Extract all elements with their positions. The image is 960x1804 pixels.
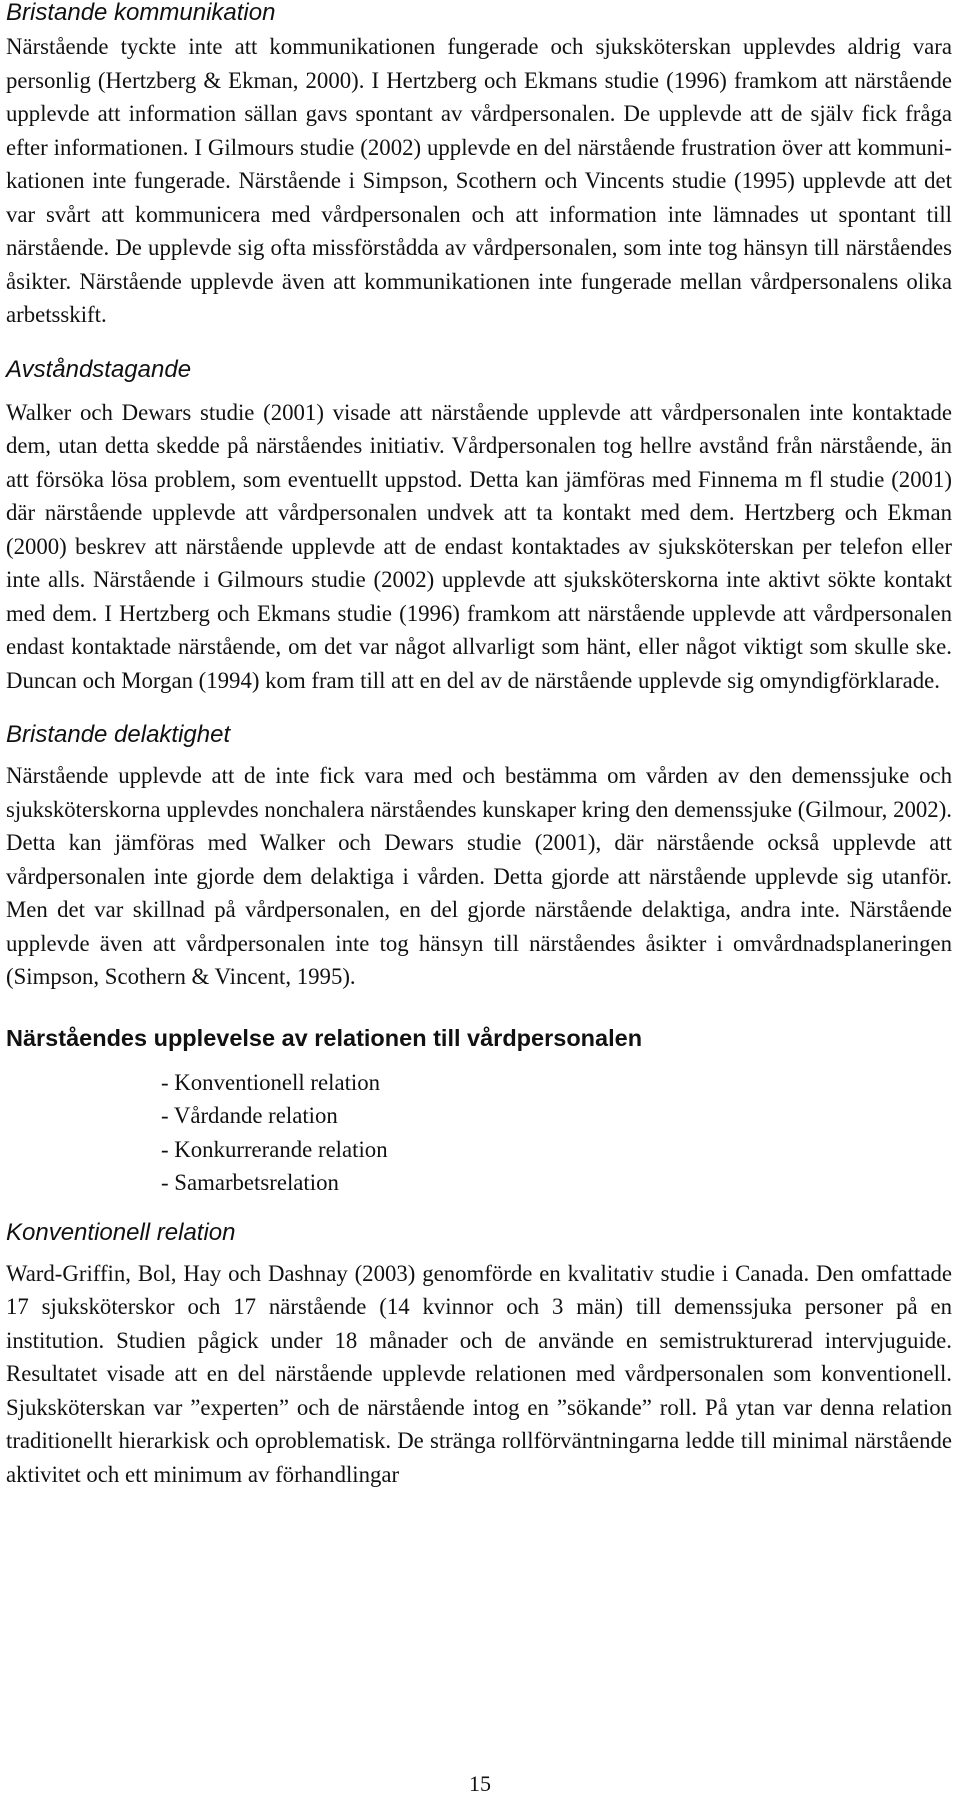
paragraph-bristande-delaktighet: Närstående upplevde att de inte fick vara med och bestämma om vården av den demenssjuke och sjuksköterskorna upplevdes nonchalera närståendes kunskaper kring den demenssjuke (Gilmour, 2002). Detta kan jämföras med Walker och Dewars studie (2001), där närstående också upplevde att vårdpersonalen inte gjorde dem delaktiga i vården. Detta gjorde att närstående upplevde sig utanför. Men det var skillnad på vårdpersonalen, en del gjorde närstående delaktiga, andra inte. Närstående upplevde även att vårdpersonalen inte tog hänsyn till närståendes åsikter i omvårdnadsplaneringen (Simpson, Scothern & Vincent, 1995).	[6, 763, 952, 989]
paragraph-konventionell-relation: Ward-Griffin, Bol, Hay och Dashnay (2003) genomförde en kvalitativ studie i Canada. Den omfattade 17 sjuksköterskor och 17 närstående (14 kvinnor och 3 män) till demenssjuka personer på en institution. Studien pågick under 18 månader och de använde en semistrukturerad intervjuguide. Resultatet visade att en del närstående upplevde relationen med vårdpersonalen som konventionell. Sjuksköterskan var ”experten” och de närstående intog en ”sökande” roll. På ytan var denna relation traditionellt hierarkisk och oproblematisk. De stränga rollförväntningarna ledde till minimal närstående aktivitet och ett minimum av förhandlingar	[6, 1260, 952, 1487]
chapter-heading: Närståendes upplevelse av relationen till vårdpersonalen	[6, 1024, 643, 1051]
list-item: - Konventionell relation	[161, 1069, 381, 1095]
page-number: 15	[469, 1771, 491, 1796]
section-heading-avstandstagande: Avståndstagande	[6, 355, 192, 383]
list-item: - Vårdande relation	[161, 1103, 338, 1128]
section-heading-bristande-kommunikation: Bristande kommunikation	[6, 0, 276, 26]
section-heading-konventionell-relation: Konventionell relation	[6, 1218, 236, 1246]
list-item: - Samarbetsrelation	[161, 1170, 339, 1195]
list-item: - Konkurrerande relation	[161, 1136, 388, 1162]
section-heading-bristande-delaktighet: Bristande delaktighet	[6, 721, 231, 748]
paragraph-avstandstagande: Walker och Dewars studie (2001) visade att närstående upplevde att vårdpersonalen inte kontaktade dem, utan detta skedde på närståendes initiativ. Vårdpersonalen tog hellre avstånd från närstående, än att försöka lösa problem, som eventuellt uppstod. Detta kan jämföras med Finnema m fl studie (2001) där närstående upplevde att vårdpersonalen undvek att ta kontakt med dem. Hertzberg och Ekman (2000) beskrev att närstående upplevde att de endast kontaktades av sjuksköterskan per telefon eller inte alls. Närstående i Gilmours studie (2002) upplevde att sjuksköterskorna inte aktivt sökte kontakt med dem. I Hertzberg och Ekmans studie (1996) framkom att närstående upplevde att vårdpersonalen endast kontaktade närstående, om det var något allvarligt som hänt, eller något viktigt som skulle ske. Duncan och Morgan (1994) kom fram till att en del av de närstående upplevde sig omyndigförklarade.	[6, 399, 952, 693]
paragraph-bristande-kommunikation: Närstående tyckte inte att kommunikationen fungerade och sjuksköterskan upplevdes aldrig vara personlig (Hertzberg & Ekman, 2000). I Hertzberg och Ekmans studie (1996) framkom att närstående upplevde att information sällan gavs spontant av vårdpersonalen. De upplevde att de själv fick fråga efter informationen. I Gilmours studie (2002) upplevde en del närstående frustration över att kommunikationen inte fungerade. Närstående i Simpson, Scothern och Vincents studie (1995) upplevde att det var svårt att kommunicera med vårdpersonalen och att information inte lämnades ut spontant till närstående. De upplevde sig ofta missförstådda av vårdpersonalen, som inte tog hänsyn till närståendes åsikter. Närstående upplevde även att kommunikationen inte fungerade mellan vårdpersonalens olika arbetsskift.	[6, 34, 952, 327]
document-page	[6, 0, 952, 1491]
relation-type-list	[6, 1066, 952, 1200]
